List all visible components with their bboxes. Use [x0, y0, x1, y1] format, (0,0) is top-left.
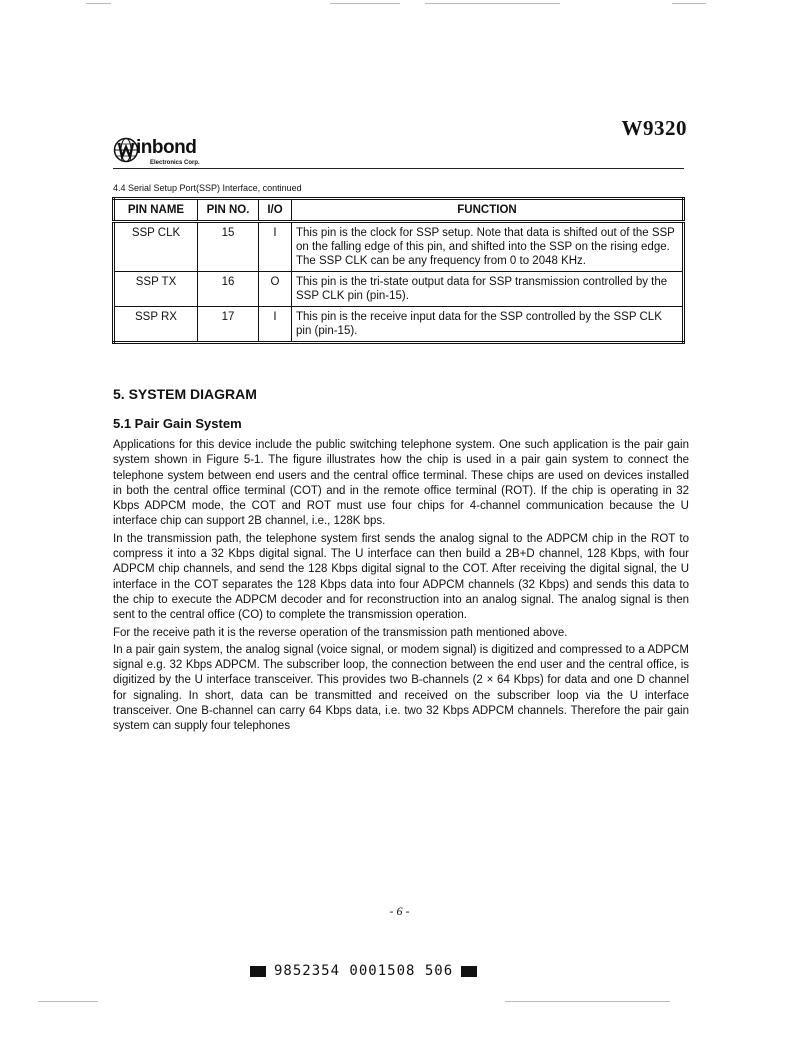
- barcode-line: [250, 962, 490, 980]
- pin-table: [112, 197, 685, 344]
- pin-name-cell: SSP TX: [114, 272, 198, 307]
- table-caption: 4.4 Serial Setup Port(SSP) Interface, continued: [113, 183, 302, 193]
- scan-artifact-bottom-left: [38, 1001, 98, 1002]
- function-cell: This pin is the tri-state output data for SSP transmission controlled by the SSP CLK pin (pin-15).: [292, 272, 684, 307]
- header-rule: [113, 168, 684, 169]
- column-header-function: FUNCTION: [292, 199, 684, 222]
- column-header-io: I/O: [259, 199, 292, 222]
- table-header-row: [114, 199, 684, 222]
- function-cell: This pin is the clock for SSP setup. Note that data is shifted out of the SSP on the falling edge of this pin, and shifted into the SSP on the rising edge. The SSP CLK can be any frequency from 0 to 2048 KHz.: [292, 222, 684, 272]
- barcode-text: 9852354 0001508 506: [274, 963, 454, 979]
- pin-no-cell: 17: [198, 307, 259, 343]
- scan-artifact-bottom-mid: [505, 1001, 670, 1002]
- paragraph: In the transmission path, the telephone system first sends the analog signal to the ADPCM chip in the ROT to compress it into a 32 Kbps digital signal. The U interface can then build a 2B+D channel, 128 Kbps, with four ADPCM chip channels, and send the 128 Kbps digital signal to the COT. After receiving the digital signal, the U interface in the COT separates the 128 Kbps data into four ADPCM channels (32 Kbps) and sends this data to the chip to execute the ADPCM decoder and for reconstruction into an analog signal. The analog signal is then sent to the central office (CO) to complete the transmission operation.: [113, 532, 689, 622]
- pin-no-cell: 16: [198, 272, 259, 307]
- io-cell: O: [259, 272, 292, 307]
- scan-artifact-top-mid2: [425, 3, 560, 4]
- pin-name-cell: SSP CLK: [114, 222, 198, 272]
- paragraph: Applications for this device include the public switching telephone system. One such application is the pair gain system shown in Figure 5-1. The figure illustrates how the chip is used in a pair gain system to connect the telephone system between end users and the central office terminal. These chips are used on devices installed in both the central office terminal (COT) and in the remote office terminal (ROT). If the chip is operating in 32 Kbps ADPCM mode, the COT and ROT must use four chips for 4-channel communication because the U interface chip can support 2B channel, i.e., 128K bps.: [113, 439, 689, 528]
- table-row: [114, 222, 684, 272]
- section-title: 5. SYSTEM DIAGRAM: [113, 386, 257, 402]
- io-cell: I: [259, 307, 292, 343]
- column-header-pin-no: PIN NO.: [198, 199, 259, 222]
- paragraph: For the receive path it is the reverse operation of the transmission path mentioned above.: [113, 626, 568, 639]
- scan-artifact-top-left: [86, 3, 111, 4]
- scan-artifact-top-right: [672, 3, 706, 4]
- page-number: - 6 -: [389, 904, 410, 918]
- table-row: [114, 272, 684, 307]
- pin-name-cell: SSP RX: [114, 307, 198, 343]
- column-header-pin-name: PIN NAME: [114, 199, 198, 222]
- part-number: W9320: [621, 116, 687, 140]
- logo-subtext: Electronics Corp.: [150, 160, 200, 166]
- logo-wordmark: inbond: [136, 137, 197, 158]
- function-cell: This pin is the receive input data for the SSP controlled by the SSP CLK pin (pin-15).: [292, 307, 684, 343]
- pin-no-cell: 15: [198, 222, 259, 272]
- paragraph: In a pair gain system, the analog signal (voice signal, or modem signal) is digitized and compressed to a ADPCM signal e.g. 32 Kbps ADPCM. The subscriber loop, the connection between the end user and the central office, is digitized by the U interface transceiver. This provides two B-channels (2 × 64 Kbps) for data and one D channel for signaling. In short, data can be transmitted and received on the subscriber loop via the U interface transceiver. One B-channel can carry 64 Kbps data, i.e. two 32 Kbps ADPCM channels. Therefore the pair gain system can supply four telephones: [113, 643, 689, 733]
- body-text: [113, 438, 689, 737]
- subsection-title: 5.1 Pair Gain System: [113, 416, 242, 431]
- barcode-block-left: [250, 966, 266, 977]
- scan-artifact-top-mid: [330, 3, 400, 4]
- barcode-block-right: [461, 966, 477, 977]
- io-cell: I: [259, 222, 292, 272]
- table-row: [114, 307, 684, 343]
